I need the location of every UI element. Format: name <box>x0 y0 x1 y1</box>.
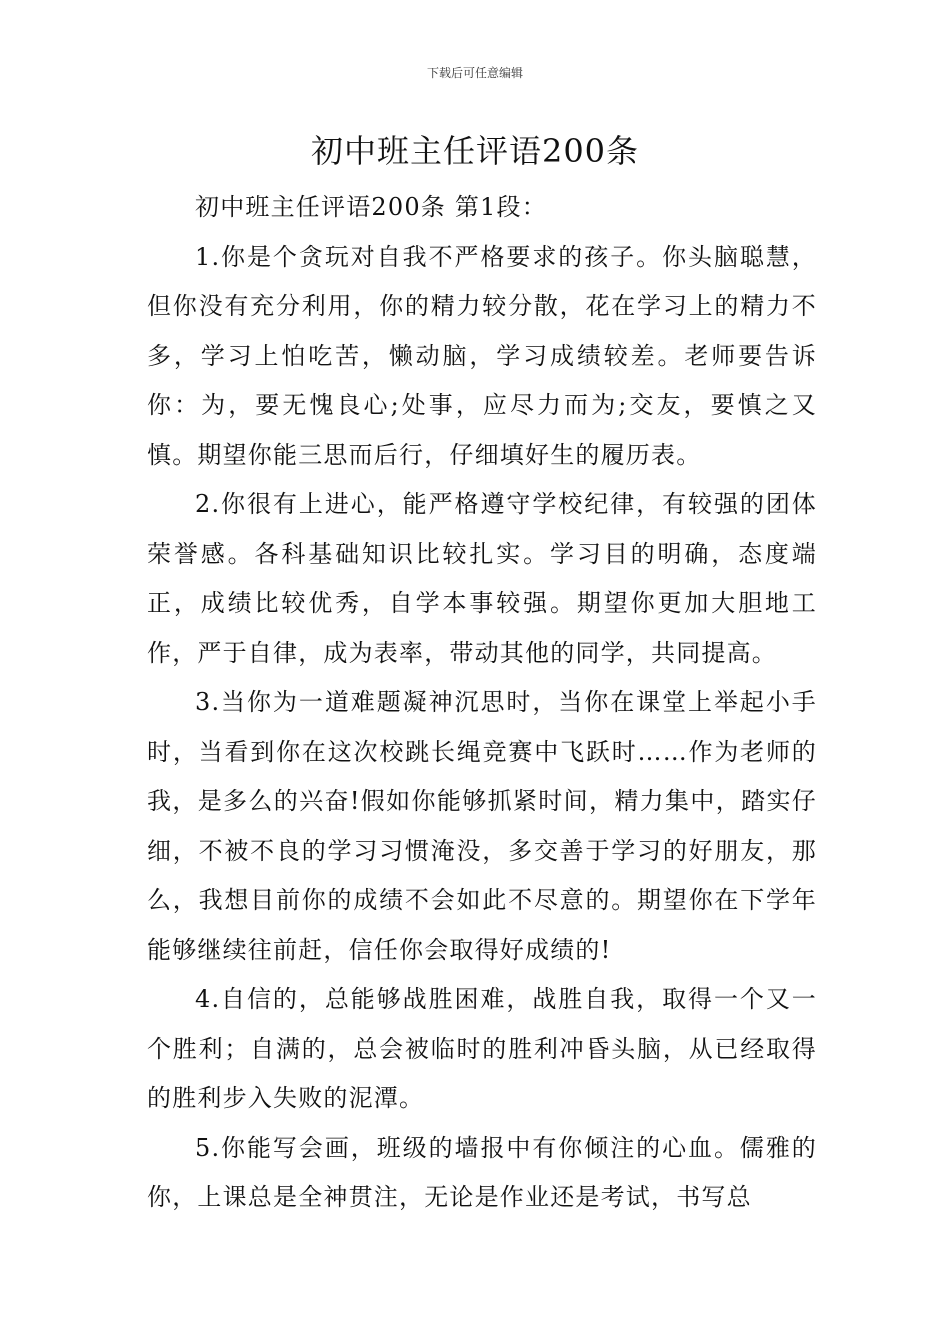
section-heading: 初中班主任评语200条 第1段： <box>195 193 547 221</box>
document-body <box>147 183 817 1223</box>
document-title: 初中班主任评语200条 <box>310 132 640 170</box>
comment-paragraph-1: 1.你是个贪玩对自我不严格要求的孩子。你头脑聪慧，但你没有充分利用，你的精力较分散，花在学习上的精力不多，学习上怕吃苦，懒动脑，学习成绩较差。老师要告诉你：为，要无愧良心;处事，应尽力而为;交友，要慎之又慎。期望你能三思而后行，仔细填好生的履历表。 <box>147 242 817 469</box>
header-note: 下载后可任意编辑 <box>426 66 523 80</box>
comment-paragraph-3: 3.当你为一道难题凝神沉思时，当你在课堂上举起小手时，当看到你在这次校跳长绳竞赛中飞跃时……作为老师的我，是多么的兴奋!假如你能够抓紧时间，精力集中，踏实仔细，不被不良的学习习惯淹没，多交善于学习的好朋友，那么，我想目前你的成绩不会如此不尽意的。期望你在下学年能够继续往前赶，信任你会取得好成绩的! <box>147 688 817 964</box>
comment-paragraph-4: 4.自信的，总能够战胜困难，战胜自我，取得一个又一个胜利；自满的，总会被临时的胜利冲昏头脑，从已经取得的胜利步入失败的泥潭。 <box>147 985 817 1112</box>
comment-paragraph-2: 2.你很有上进心，能严格遵守学校纪律，有较强的团体荣誉感。各科基础知识比较扎实。学习目的明确，态度端正，成绩比较优秀，自学本事较强。期望你更加大胆地工作，严于自律，成为表率，带动其他的同学，共同提高。 <box>147 490 817 667</box>
comment-paragraph-5: 5.你能写会画，班级的墙报中有你倾注的心血。儒雅的你，上课总是全神贯注，无论是作业还是考试，书写总 <box>147 1133 817 1211</box>
